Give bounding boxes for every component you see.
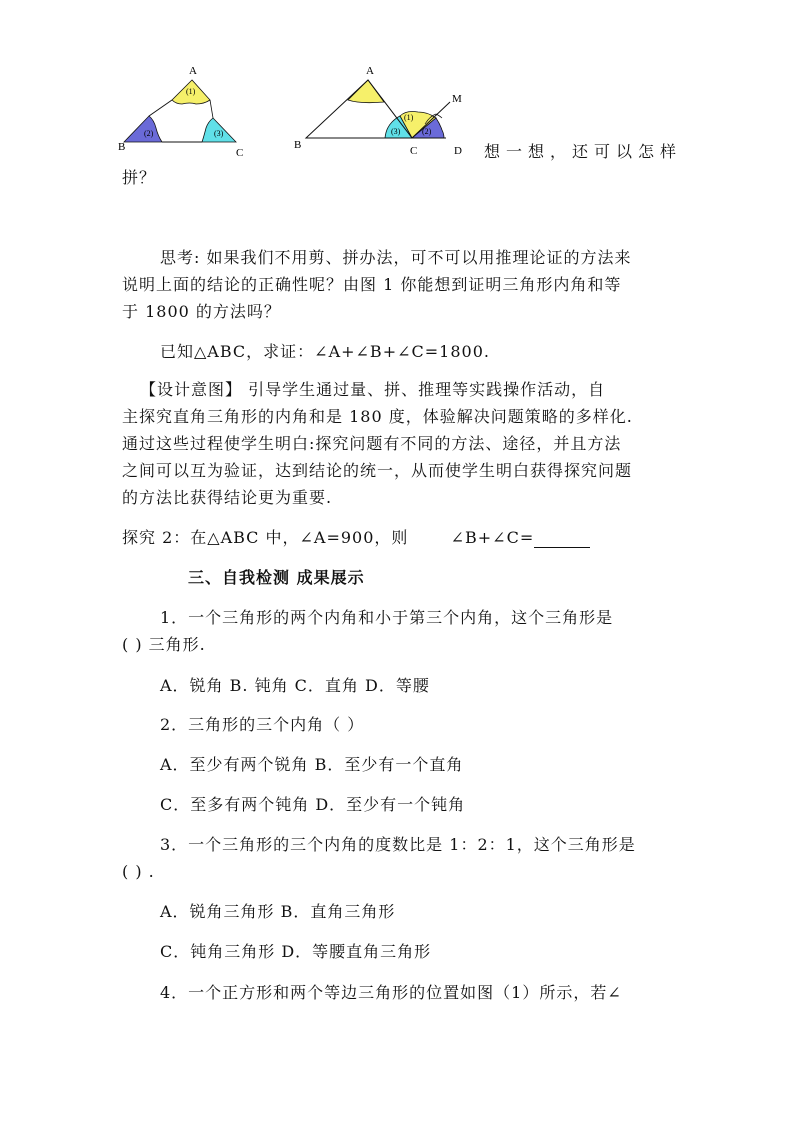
fig2-vertex-c: C [410,145,418,157]
question-3-options-row2: C．钝角三角形 D．等腰直角三角形 [160,942,432,961]
explore-2-part-b: ∠B+∠C= [450,528,535,547]
figure-2-triangle [294,65,462,157]
question-1-options: A．锐角 B. 钝角 C．直角 D．等腰 [160,676,430,695]
question-2-options-row2: C．至多有两个钝角 D．至少有一个钝角 [160,795,466,814]
question-3-options-row1: A．锐角三角形 B．直角三角形 [160,902,396,921]
design-intent-line5: 的方法比获得结论更为重要. [122,488,333,507]
question-4: 4．一个正方形和两个等边三角形的位置如图（1）所示，若∠ [160,983,622,1002]
fig1-vertex-a: A [189,65,197,77]
question-1-line2: ( ) 三角形. [122,635,206,654]
fig2-vertex-b: B [294,139,302,151]
fig1-label-1: (1) [186,87,196,96]
explore-2-part-a: 探究 2：在△ABC 中，∠A=900，则 [122,528,409,547]
known-statement: 已知△ABC，求证：∠A+∠B+∠C=1800. [160,342,490,361]
fig1-label-2: (2) [144,129,154,138]
fig2-label-1: (1) [404,113,414,122]
fig2-vertex-d: D [454,145,462,157]
fig2-vertex-a: A [366,65,374,77]
design-intent-line3: 通过这些过程使学生明白:探究问题有不同的方法、途径，并且方法 [122,434,622,453]
think-prompt-line1: 想一想，还可以怎样 [484,142,683,161]
reflection-line2: 说明上面的结论的正确性呢？由图 1 你能想到证明三角形内角和等 [122,275,622,294]
think-prompt-line2: 拼？ [122,168,157,187]
design-intent-line4: 之间可以互为验证，达到结论的统一，从而使学生明白获得探究问题 [122,461,633,480]
fig2-label-3: (3) [391,127,401,136]
fig2-point-m: M [452,93,462,105]
design-intent-line2: 主探究直角三角形的内角和是 180 度，体验解决问题策略的多样化. [122,407,633,426]
question-1-line1: 1．一个三角形的两个内角和小于第三个内角，这个三角形是 [160,608,614,627]
fig1-vertex-c: C [236,147,244,159]
question-3-line2: ( ) . [122,862,155,881]
question-2-options-row1: A．至少有两个锐角 B．至少有一个直角 [160,755,464,774]
fig1-vertex-b: B [118,141,126,153]
question-3-line1: 3．一个三角形的三个内角的度数比是 1：2：1，这个三角形是 [160,835,636,854]
question-2: 2．三角形的三个内角（ ） [160,715,365,734]
answer-blank[interactable] [534,531,590,548]
reflection-line1: 思考: 如果我们不用剪、拼办法，可不可以用推理论证的方法来 [160,248,632,267]
explore-2-question [122,528,590,548]
triangle-figures [110,58,490,170]
fig2-label-2: (2) [422,127,432,136]
figure-1-triangle [118,65,243,159]
reflection-line3: 于 1800 的方法吗？ [122,302,281,321]
design-intent-line1: 【设计意图】 引导学生通过量、拼、推理等实践操作活动，自 [140,380,606,399]
fig1-label-3: (3) [214,129,224,138]
section-heading: 三、自我检测 成果展示 [188,568,365,587]
